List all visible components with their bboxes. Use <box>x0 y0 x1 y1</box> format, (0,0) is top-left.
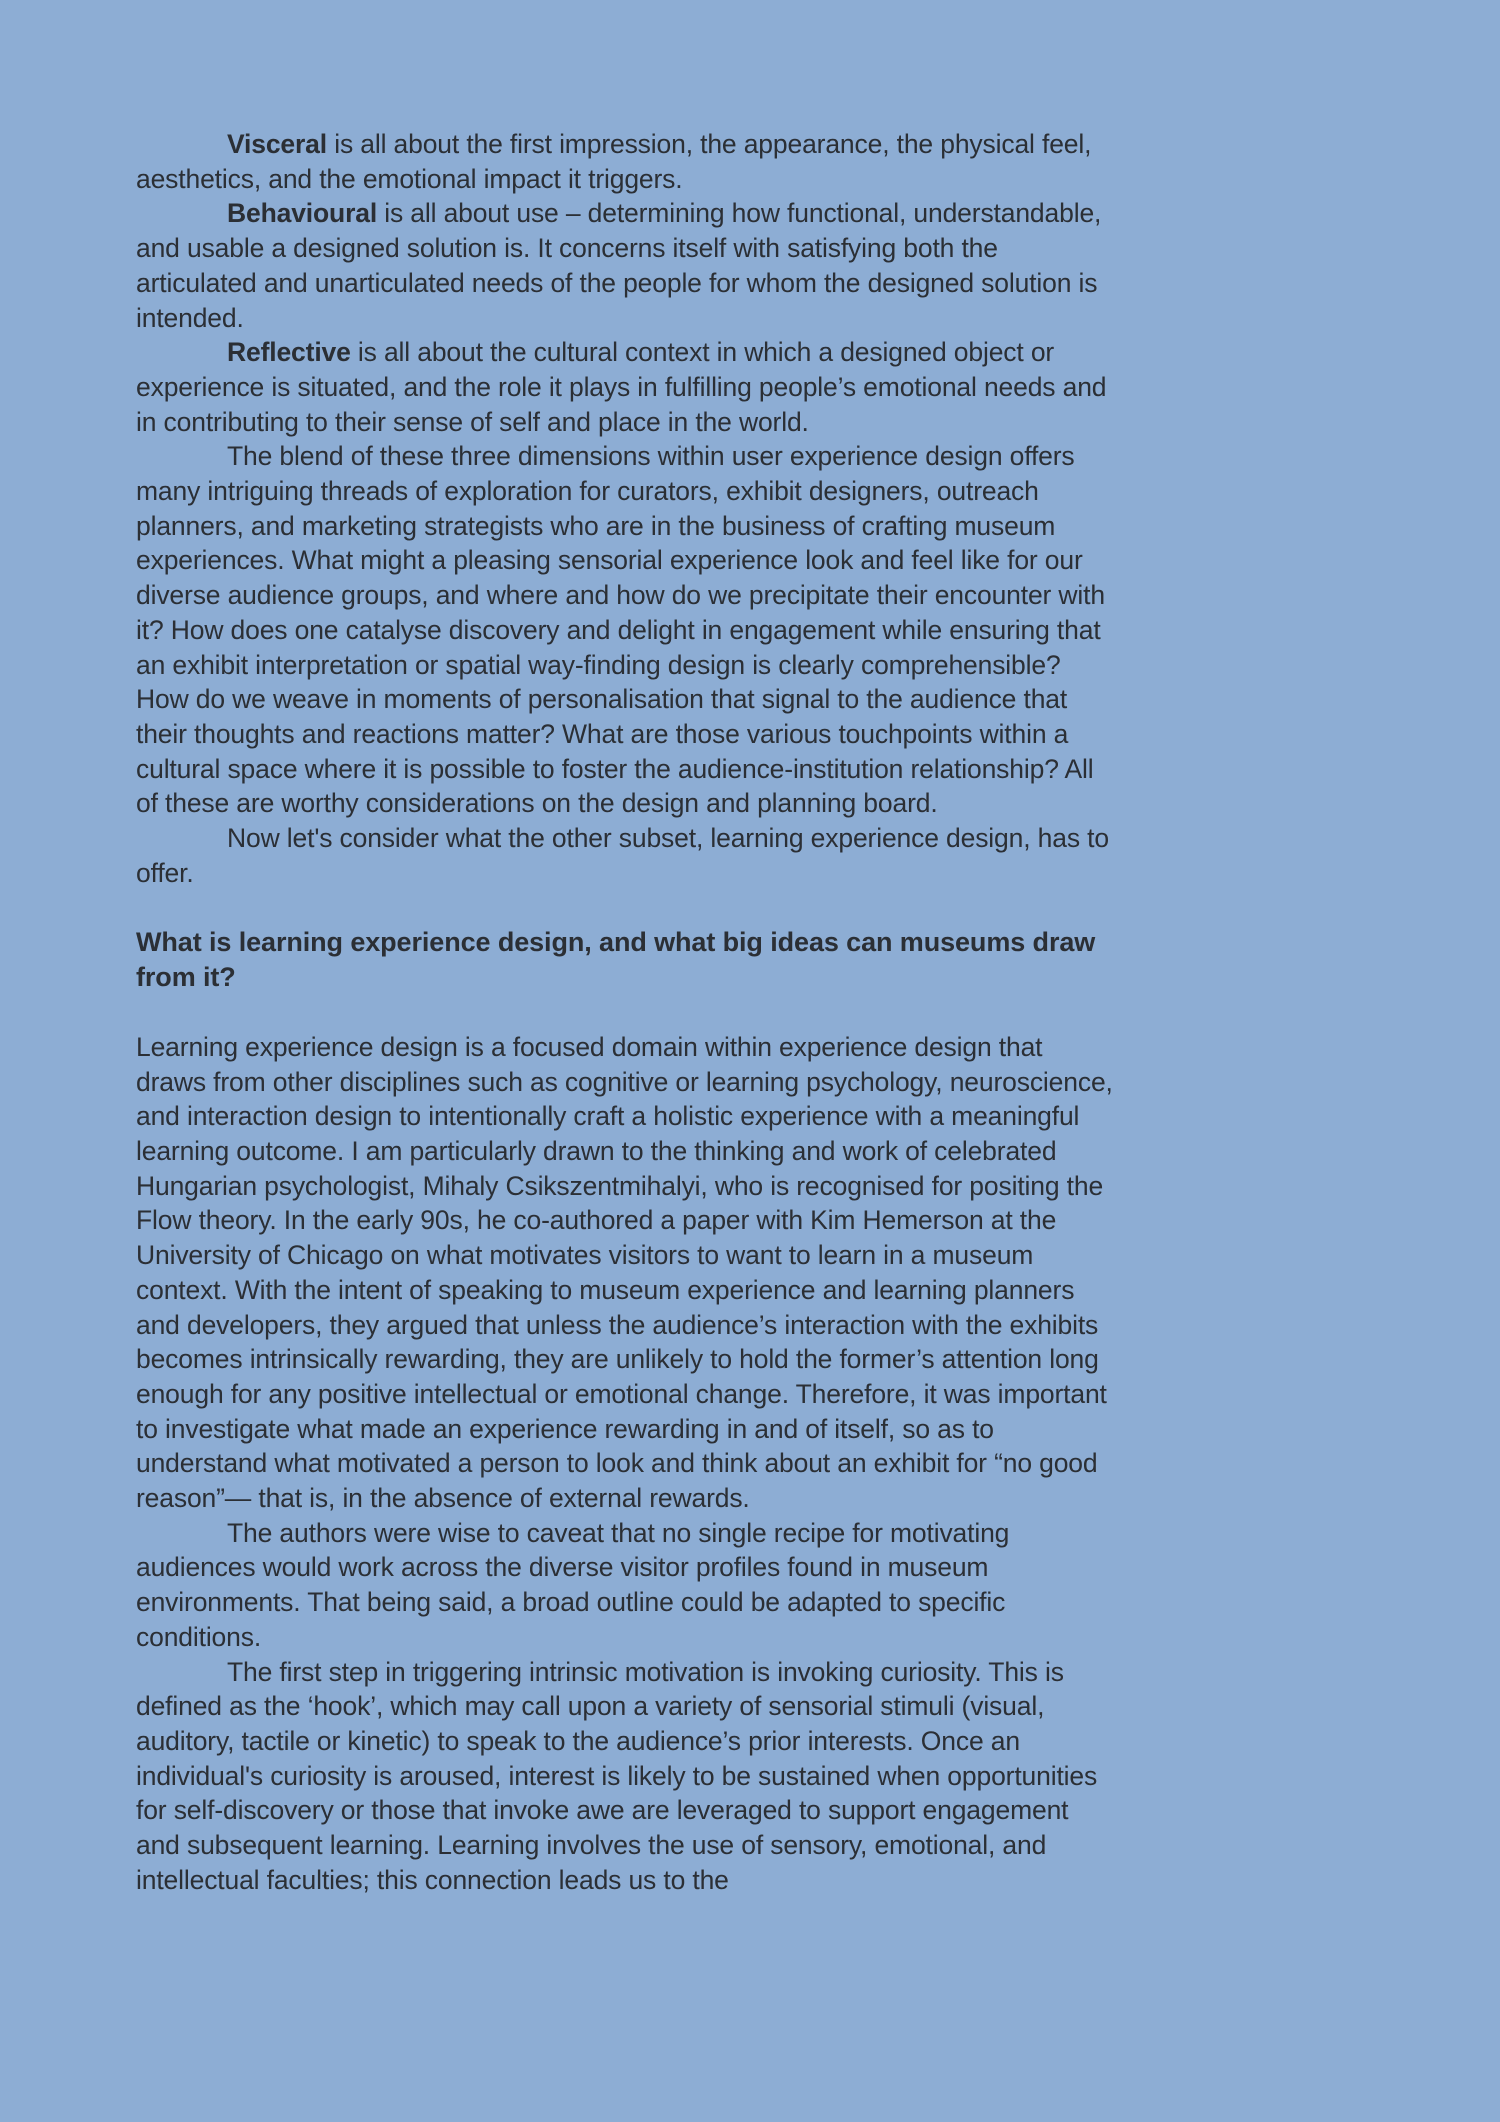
section-heading: What is learning experience design, and what big ideas can museums draw from it? <box>136 927 1096 993</box>
paragraph-visceral <box>136 127 1116 196</box>
paragraph-authors-caveat: The authors were wise to caveat that no single recipe for motivating audiences would work across the diverse visitor profiles found in museum environments. That being said, a broad outline could be adapted to specific conditions. <box>136 1517 1010 1652</box>
paragraph-behavioural <box>136 196 1116 335</box>
paragraph-first-step: The first step in triggering intrinsic motivation is invoking curiosity. This is defined as the ‘hook’, which may call upon a variety of sensorial stimuli (visual, auditory, tactile or kinetic) to speak to the audience’s prior interests. Once an individual's curiosity is aroused, interest is likely to be sustained when opportunities for self-discovery or those that invoke awe are leveraged to support engagement and subsequent learning. Learning involves the use of sensory, emotional, and intellectual faculties; this connection leads us to the <box>136 1656 1098 1895</box>
term-reflective: Reflective <box>227 337 351 368</box>
paragraph-now: Now let's consider what the other subset, learning experience design, has to offer. <box>136 823 1109 888</box>
article-body <box>136 127 1116 1897</box>
paragraph-blend: The blend of these three dimensions within user experience design offers many intriguing threads of exploration for curators, exhibit designers, outreach planners, and marketing strategists who are in the business of crafting museum experiences. What might a pleasing sensorial experience look and feel like for our diverse audience groups, and where and how do we precipitate their encounter with it? How does one catalyse discovery and delight in engagement while ensuring that an exhibit interpretation or spatial way-finding design is clearly comprehensible? How do we weave in moments of personalisation that signal to the audience that their thoughts and reactions matter? What are those various touchpoints within a cultural space where it is possible to foster the audience-institution relationship? All of these are worthy considerations on the design and planning board. <box>136 441 1105 819</box>
behavioural-text: is all about use – determining how functional, understandable, and usable a designed solution is. It concerns itself with satisfying both the articulated and unarticulated needs of the people for whom the designed solution is intended. <box>136 198 1102 333</box>
reflective-text: is all about the cultural context in which a designed object or experience is situated, and the role it plays in fulfilling people’s emotional needs and in contributing to their sense of self and place in the world. <box>136 337 1107 437</box>
spacer <box>136 890 1116 925</box>
term-behavioural: Behavioural <box>227 198 378 229</box>
paragraph-reflective <box>136 335 1116 439</box>
visceral-text: is all about the first impression, the appearance, the physical feel, aesthetics, and the emotional impact it triggers. <box>136 129 1092 194</box>
spacer <box>136 995 1116 1030</box>
term-visceral: Visceral <box>227 129 327 159</box>
paragraph-learning-design: Learning experience design is a focused domain within experience design that draws from other disciplines such as cognitive or learning psychology, neuroscience, and interaction design to intentionally craft a holistic experience with a meaningful learning outcome. I am particularly drawn to the thinking and work of celebrated Hungarian psychologist, Mihaly Csikszentmihalyi, who is recognised for positing the Flow theory. In the early 90s, he co-authored a paper with Kim Hemerson at the University of Chicago on what motivates visitors to want to learn in a museum context. With the intent of speaking to museum experience and learning planners and developers, they argued that unless the audience’s interaction with the exhibits becomes intrinsically rewarding, they are unlikely to hold the former’s attention long enough for any positive intellectual or emotional change. Therefore, it was important to investigate what made an experience rewarding in and of itself, so as to understand what motivated a person to look and think about an exhibit for “no good reason”— that is, in the absence of external rewards. <box>136 1031 1113 1514</box>
